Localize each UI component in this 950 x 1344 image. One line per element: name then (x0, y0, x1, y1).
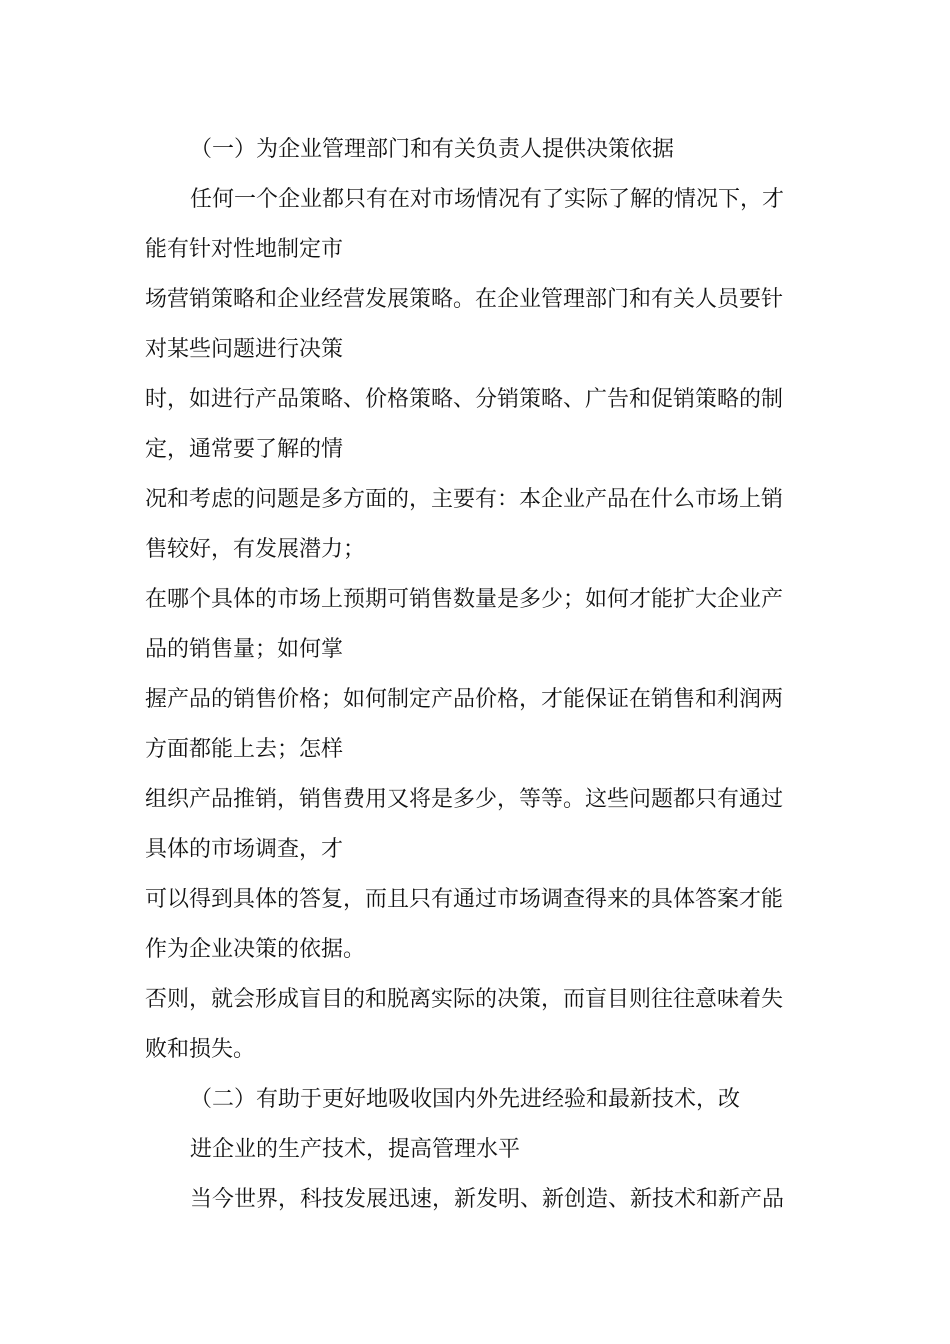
paragraph-line: 售较好，有发展潜力； (145, 537, 366, 562)
paragraph-line: 况和考虑的问题是多方面的，主要有：本企业产品在什么市场上销 (145, 487, 784, 512)
section-heading-2-continuation: 进企业的生产技术，提高管理水平 (190, 1137, 521, 1162)
paragraph-line: 场营销策略和企业经营发展策略。在企业管理部门和有关人员要针 (145, 287, 784, 312)
paragraph-line: 在哪个具体的市场上预期可销售数量是多少；如何才能扩大企业产 (145, 587, 784, 612)
paragraph-line: 方面都能上去；怎样 (145, 737, 344, 762)
paragraph-line: 作为企业决策的依据。 (145, 937, 366, 962)
paragraph-line: 可以得到具体的答复，而且只有通过市场调查得来的具体答案才能 (145, 887, 784, 912)
paragraph-line: 品的销售量；如何掌 (145, 637, 344, 662)
paragraph-line: 任何一个企业都只有在对市场情况有了实际了解的情况下，才 (190, 187, 785, 212)
paragraph-line: 当今世界，科技发展迅速，新发明、新创造、新技术和新产品 (190, 1187, 785, 1212)
paragraph-line: 对某些问题进行决策 (145, 337, 344, 362)
section-heading-1: （一）为企业管理部门和有关负责人提供决策依据 (190, 137, 675, 162)
paragraph-line: 组织产品推销，销售费用又将是多少，等等。这些问题都只有通过 (145, 787, 784, 812)
paragraph-line: 具体的市场调查，才 (145, 837, 344, 862)
paragraph-line: 时，如进行产品策略、价格策略、分销策略、广告和促销策略的制 (145, 387, 784, 412)
section-heading-2: （二）有助于更好地吸收国内外先进经验和最新技术，改 (190, 1087, 741, 1112)
paragraph-line: 败和损失。 (145, 1037, 256, 1062)
paragraph-line: 握产品的销售价格；如何制定产品价格，才能保证在销售和利润两 (145, 687, 784, 712)
paragraph-line: 否则，就会形成盲目的和脱离实际的决策，而盲目则往往意味着失 (145, 987, 784, 1012)
paragraph-line: 能有针对性地制定市 (145, 237, 344, 262)
paragraph-line: 定，通常要了解的情 (145, 437, 344, 462)
